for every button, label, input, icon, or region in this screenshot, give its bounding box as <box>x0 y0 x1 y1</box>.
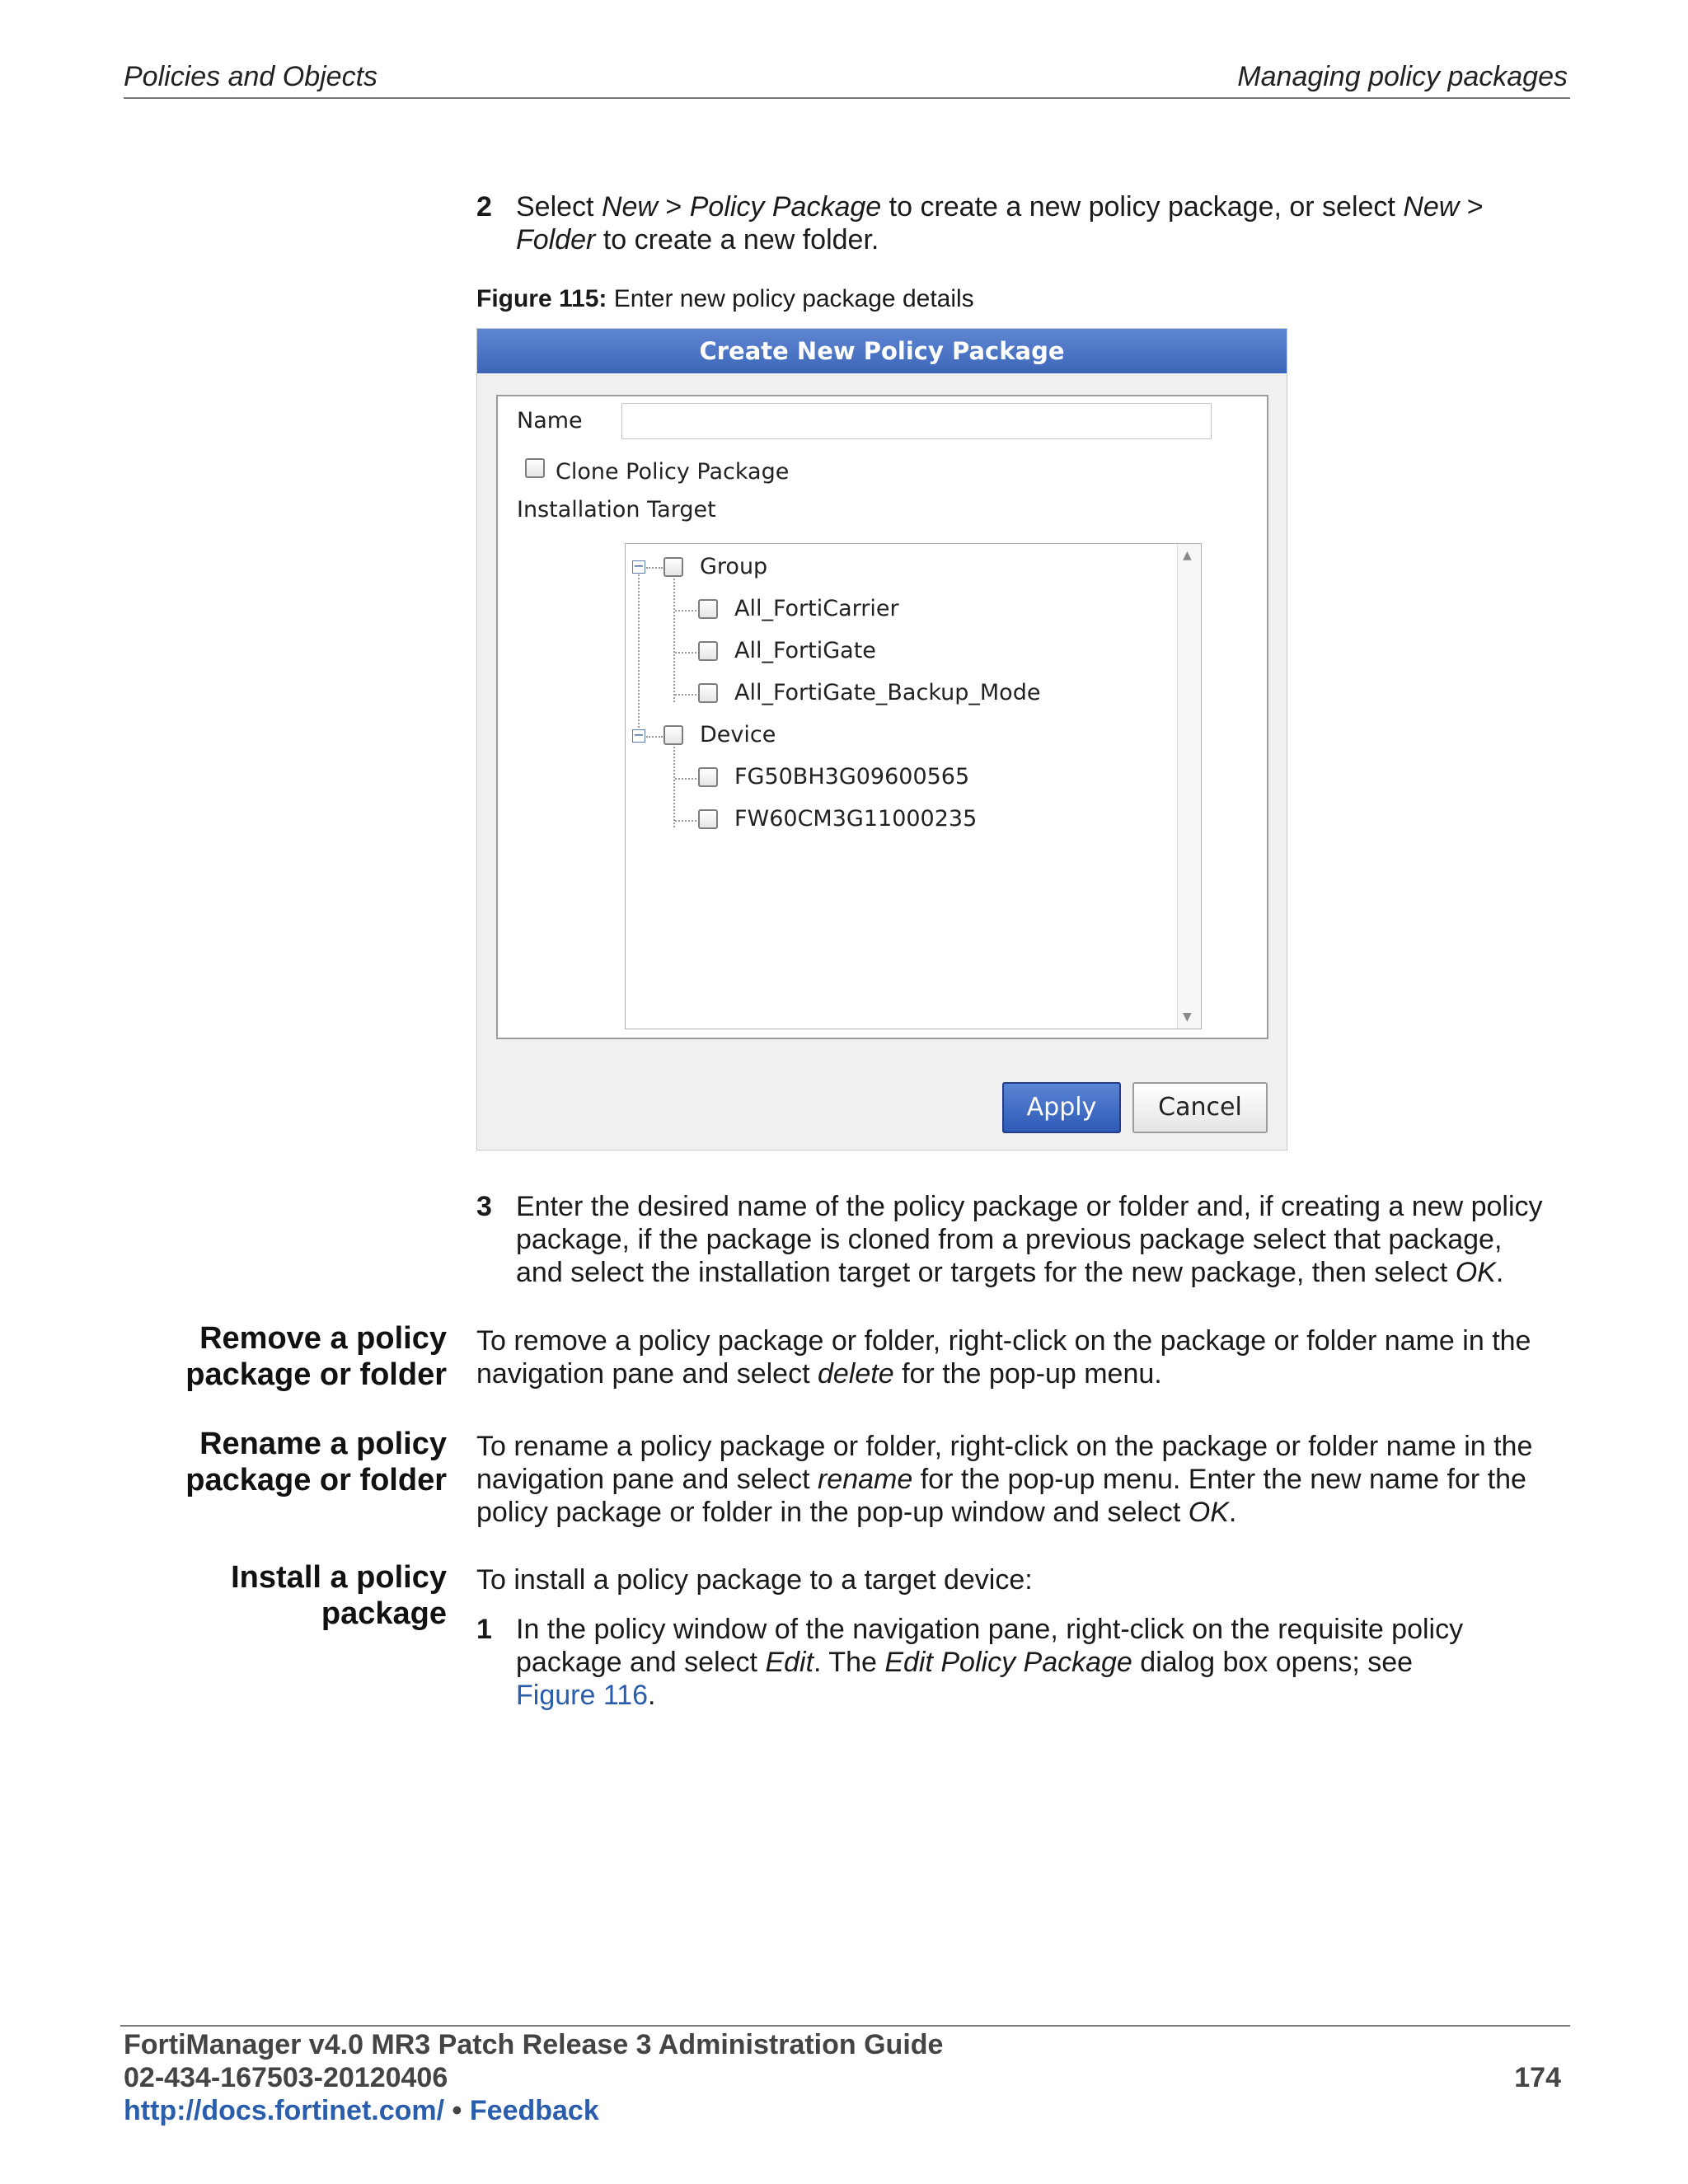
apply-button[interactable]: Apply <box>1002 1082 1121 1133</box>
step-2-line-2: Folder to create a new folder. <box>516 224 879 255</box>
tree-scrollbar[interactable] <box>1177 544 1201 1029</box>
tree-connector <box>675 610 696 612</box>
tree-connector <box>675 694 696 696</box>
header-chapter-title: Managing policy packages <box>1237 61 1568 92</box>
step-3-line-1: Enter the desired name of the policy package or folder and, if creating a new policy <box>516 1191 1543 1222</box>
tree-node-fg50bh3g09600565: FG50BH3G09600565 <box>734 764 970 790</box>
install-step-1-line-2: package and select Edit. The Edit Policy Package dialog box opens; see <box>516 1647 1414 1678</box>
header-section-title: Policies and Objects <box>124 61 378 92</box>
footer-guide-title: FortiManager v4.0 MR3 Patch Release 3 Administration Guide <box>124 2029 944 2060</box>
tree-connector <box>675 652 696 654</box>
tree-node-group: Group <box>700 554 768 579</box>
figure-116-link[interactable]: Figure 116 <box>516 1680 649 1711</box>
tree-connector <box>646 736 663 738</box>
step-2-line-1: Select New > Policy Package to create a new policy package, or select New > <box>516 191 1484 223</box>
remove-line-2: navigation pane and select delete for the pop-up menu. <box>476 1358 1162 1390</box>
cancel-button[interactable]: Cancel <box>1132 1082 1268 1133</box>
tree-node-fw60cm3g11000235: FW60CM3G11000235 <box>734 806 978 832</box>
install-step-1-number: 1 <box>476 1614 492 1645</box>
name-label: Name <box>517 408 583 434</box>
footer-links: http://docs.fortinet.com/ • Feedback <box>124 2095 599 2126</box>
group-collapse-toggle[interactable]: − <box>633 558 645 574</box>
tree-node-all-fortigate-backup-mode: All_FortiGate_Backup_Mode <box>734 680 1041 705</box>
header-divider <box>124 97 1570 99</box>
install-intro: To install a policy package to a target device: <box>476 1564 1033 1596</box>
clone-policy-package-label: Clone Policy Package <box>556 459 790 485</box>
scroll-down-arrow-icon[interactable]: ▼ <box>1183 1010 1192 1024</box>
footer-doc-id: 02-434-167503-20120406 <box>124 2062 448 2093</box>
tree-connector <box>673 579 675 702</box>
docs-url-link[interactable]: http://docs.fortinet.com/ <box>124 2095 445 2126</box>
install-section-heading: Install a policy package <box>231 1560 447 1631</box>
tree-connector <box>675 778 696 780</box>
footer-divider <box>120 2025 1570 2027</box>
tree-node-all-forticarrier: All_FortiCarrier <box>734 596 899 621</box>
rename-section-heading: Rename a policy package or folder <box>185 1427 447 1497</box>
device-fg50bh-checkbox[interactable] <box>698 767 718 787</box>
tree-node-all-fortigate: All_FortiGate <box>734 638 876 663</box>
tree-connector <box>638 574 640 741</box>
dialog-form-panel <box>496 395 1268 1039</box>
rename-line-1: To rename a policy package or folder, right-click on the package or folder name in the <box>476 1431 1533 1462</box>
install-step-1-line-3: Figure 116. <box>516 1680 656 1711</box>
device-collapse-toggle[interactable]: − <box>633 727 645 743</box>
all-fortigate-checkbox[interactable] <box>698 641 718 661</box>
step-3-number: 3 <box>476 1191 492 1222</box>
feedback-link[interactable]: Feedback <box>469 2095 599 2126</box>
installation-target-tree[interactable] <box>625 543 1202 1029</box>
tree-connector <box>673 747 675 827</box>
tree-node-device: Device <box>700 722 776 748</box>
page-number: 174 <box>1514 2062 1561 2093</box>
remove-section-heading: Remove a policy package or folder <box>185 1321 447 1392</box>
step-3-line-2: package, if the package is cloned from a previous package select that package, <box>516 1224 1503 1255</box>
name-input[interactable] <box>621 403 1212 439</box>
rename-line-3: policy package or folder in the pop-up window and select OK. <box>476 1497 1237 1528</box>
step-3-line-3: and select the installation target or targets for the new package, then select OK. <box>516 1257 1504 1288</box>
tree-connector <box>675 820 696 822</box>
figure-caption: Figure 115: Enter new policy package details <box>476 285 974 312</box>
rename-line-2: navigation pane and select rename for the pop-up menu. Enter the new name for the <box>476 1464 1526 1495</box>
scroll-up-arrow-icon[interactable]: ▲ <box>1183 549 1192 562</box>
tree-connector <box>646 567 663 569</box>
clone-policy-package-checkbox[interactable] <box>525 458 545 478</box>
create-policy-package-dialog <box>476 328 1287 1151</box>
step-2-number: 2 <box>476 191 492 223</box>
group-checkbox[interactable] <box>663 557 683 577</box>
install-step-1-line-1: In the policy window of the navigation pane, right-click on the requisite policy <box>516 1614 1464 1645</box>
all-fortigate-backup-mode-checkbox[interactable] <box>698 683 718 703</box>
remove-line-1: To remove a policy package or folder, right-click on the package or folder name in the <box>476 1325 1531 1357</box>
all-forticarrier-checkbox[interactable] <box>698 599 718 619</box>
device-checkbox[interactable] <box>663 725 683 745</box>
device-fw60cm-checkbox[interactable] <box>698 809 718 829</box>
installation-target-label: Installation Target <box>517 497 716 523</box>
dialog-title: Create New Policy Package <box>477 329 1287 373</box>
